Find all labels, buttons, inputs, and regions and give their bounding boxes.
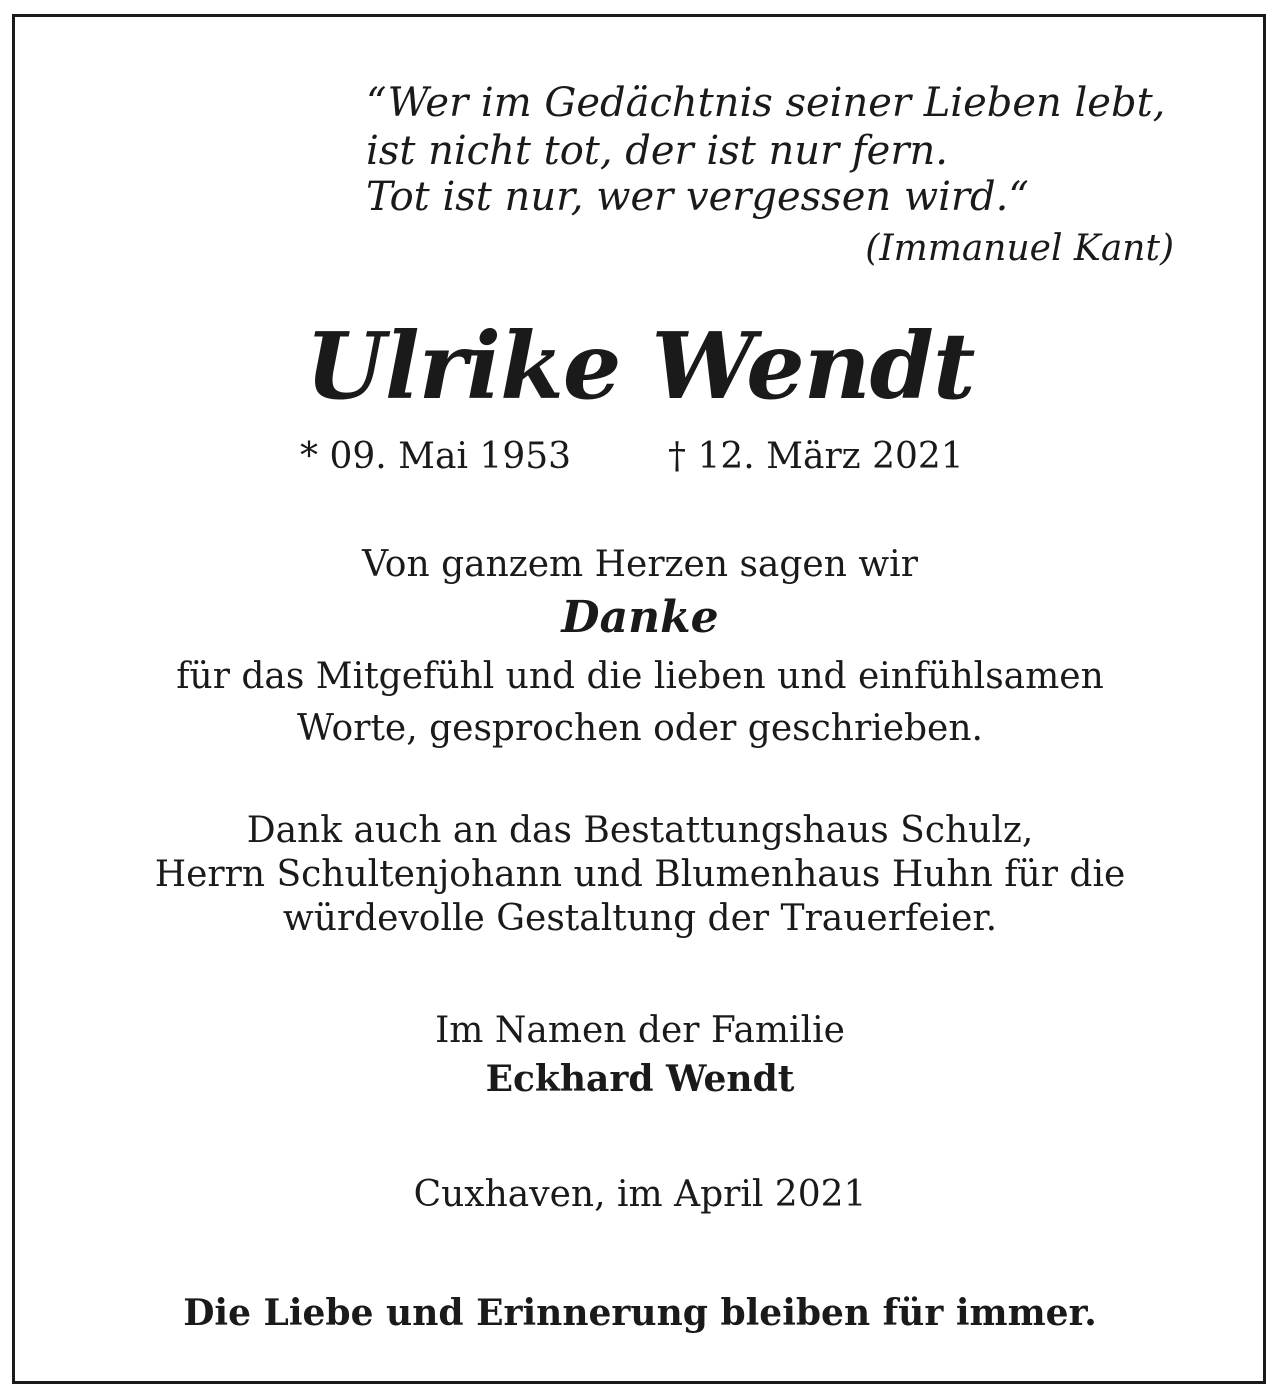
thanks-word: Danke (561, 592, 719, 643)
birth-date: * 09. Mai 1953 (300, 436, 572, 477)
thanks-line-2: Worte, gesprochen oder geschrieben. (297, 708, 983, 749)
quote-line-3: Tot ist nur, wer vergessen wird.“ (366, 174, 1029, 220)
thanks-also-line-1: Dank auch an das Bestattungshaus Schulz, (246, 810, 1034, 851)
thanks-line-1: für das Mitgefühl und die lieben und einfühlsamen (176, 656, 1104, 697)
thanks-also-line-2: Herrn Schultenjohann und Blumenhaus Huhn für die (154, 854, 1126, 895)
death-date: † 12. März 2021 (668, 436, 964, 477)
thanks-intro: Von ganzem Herzen sagen wir (362, 544, 918, 585)
place-date: Cuxhaven, im April 2021 (413, 1174, 867, 1215)
quote-line-1: “Wer im Gedächtnis seiner Lieben lebt, (366, 80, 1166, 126)
family-label: Im Namen der Familie (435, 1010, 845, 1051)
closing-line: Die Liebe und Erinnerung bleiben für immer. (183, 1292, 1097, 1334)
quote-line-2: ist nicht tot, der ist nur fern. (366, 128, 948, 174)
deceased-name: Ulrike Wendt (305, 312, 975, 420)
quote-author: (Immanuel Kant) (865, 228, 1174, 269)
family-name: Eckhard Wendt (485, 1058, 795, 1100)
thanks-also-line-3: würdevolle Gestaltung der Trauerfeier. (282, 898, 998, 939)
